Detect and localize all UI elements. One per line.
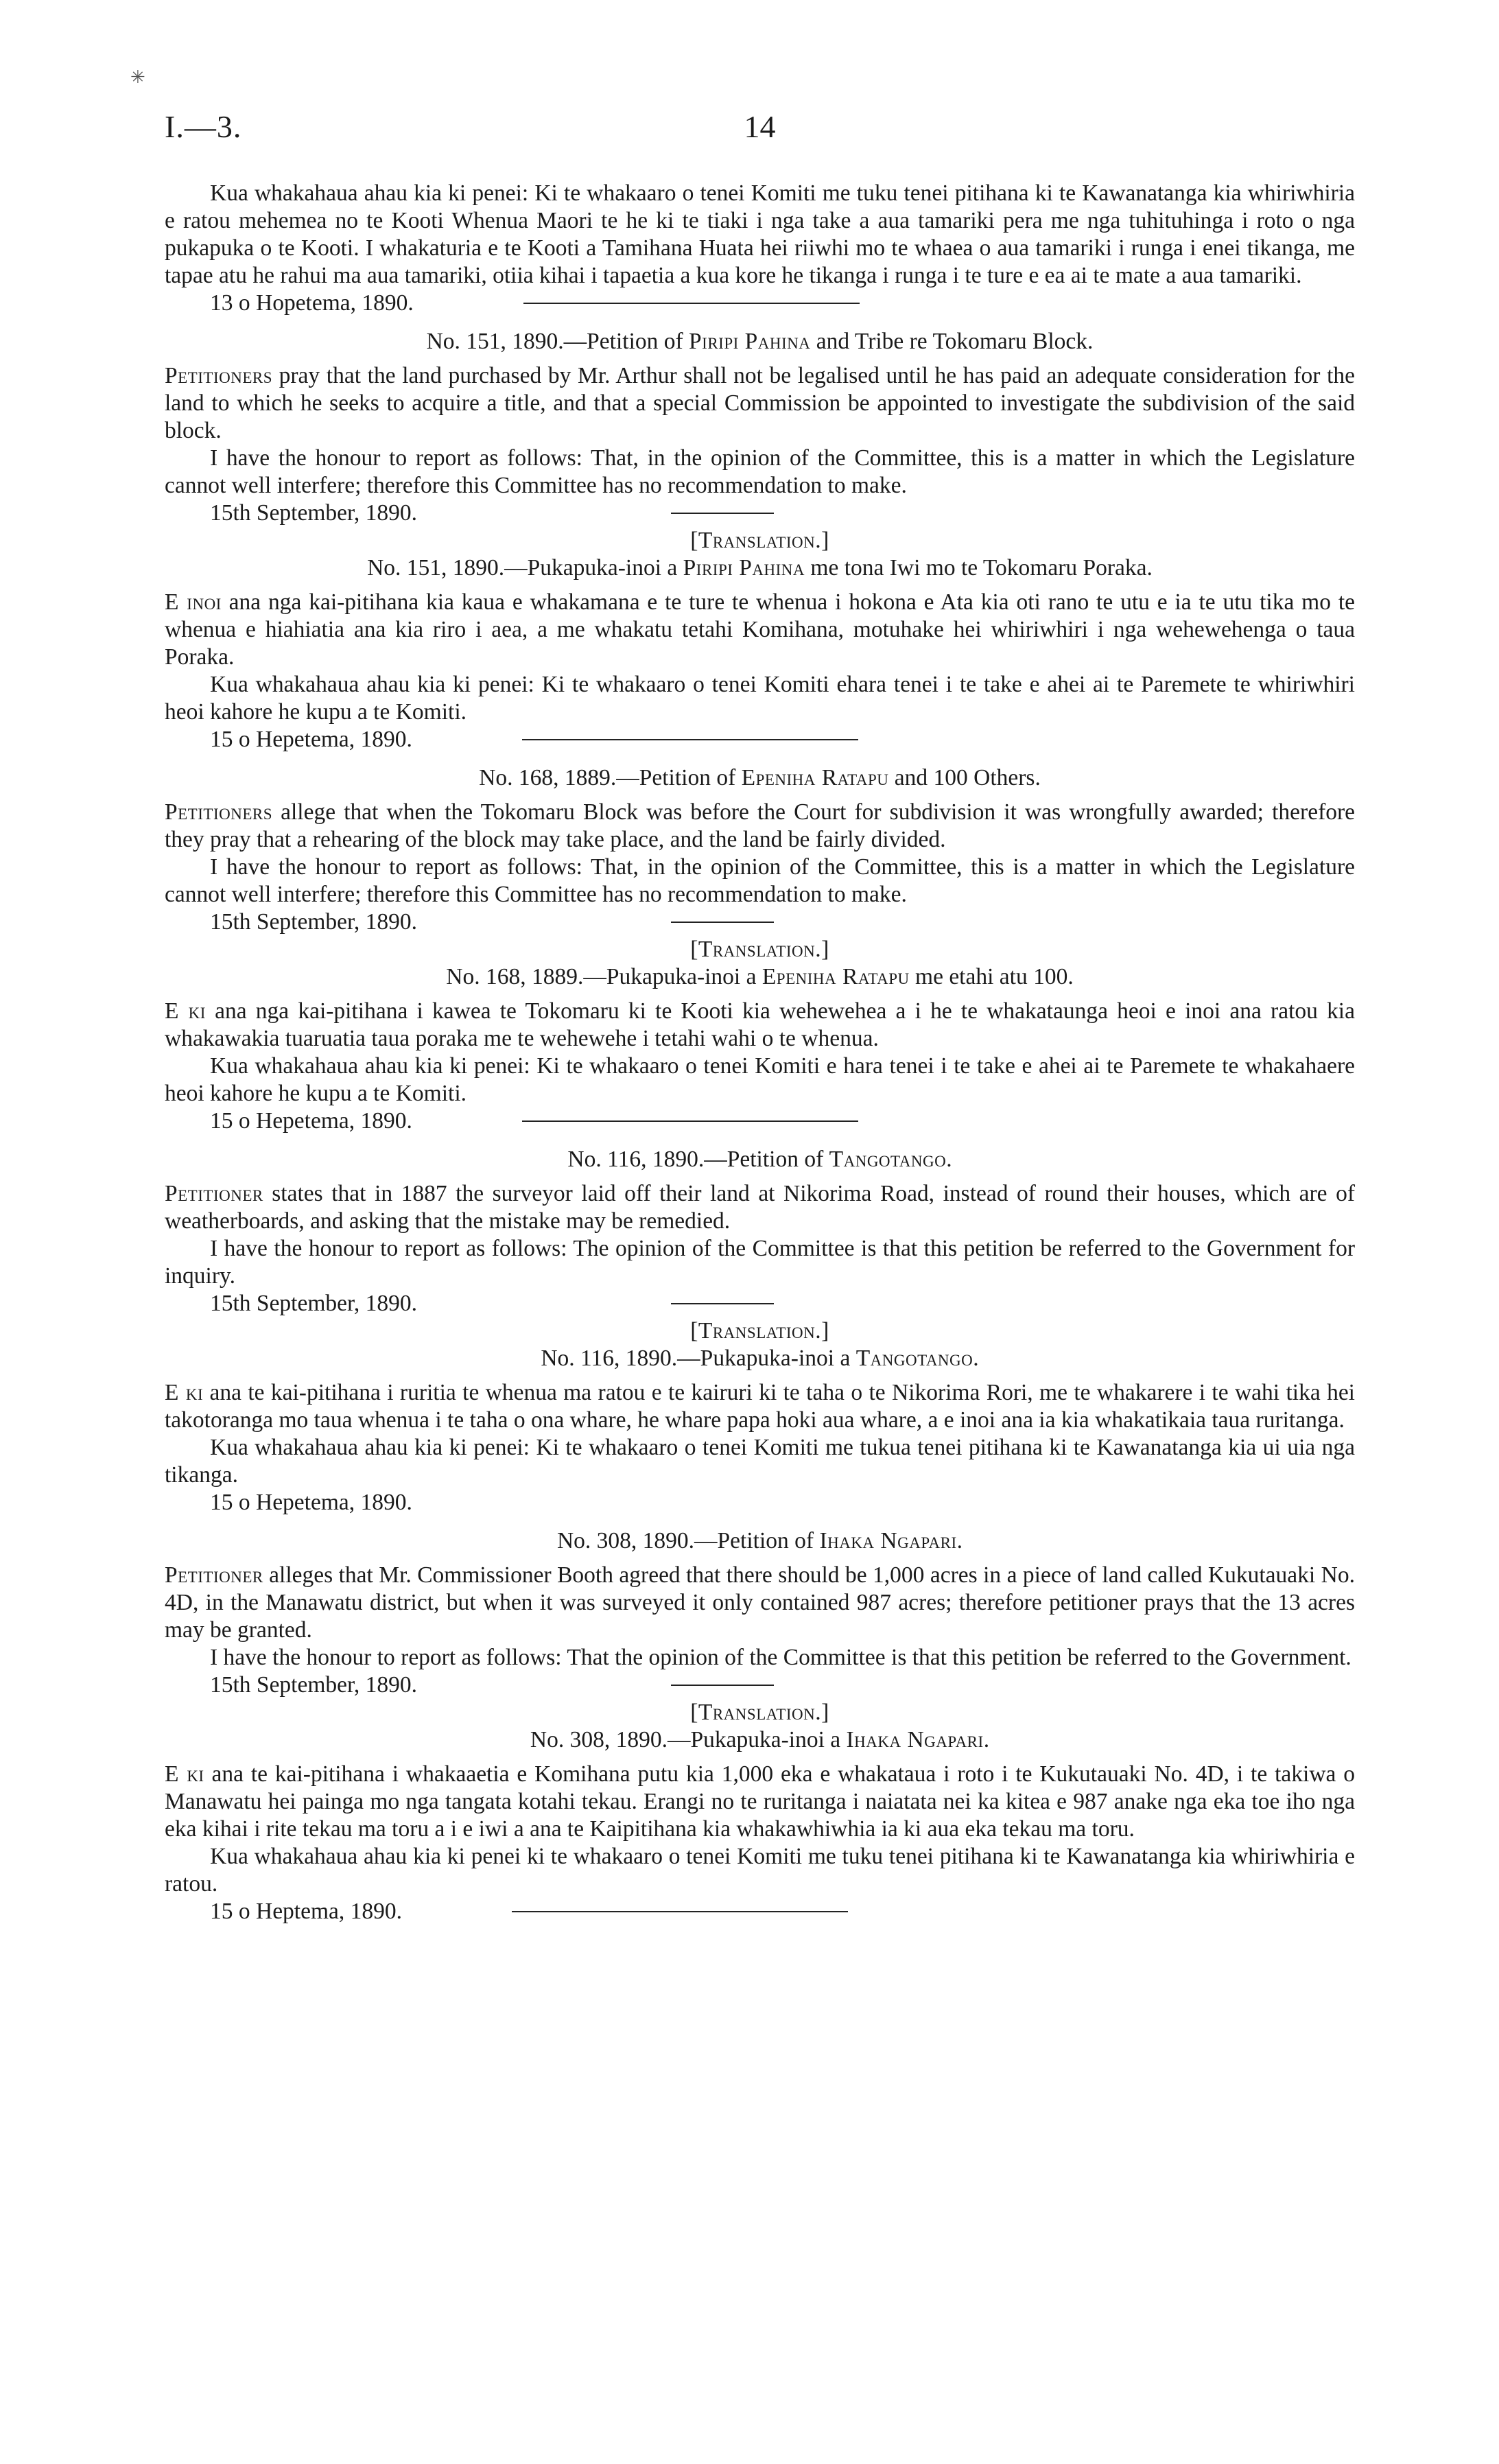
margin-mark: ✳ [130,67,145,87]
heading-text: . [956,1528,963,1553]
petition-heading [165,1146,1355,1173]
report-date: 15 o Heptema, 1890. [210,1899,403,1924]
petitioner-name: Piripi Pahina [689,329,811,354]
report-date: 15th September, 1890. [210,1672,417,1698]
summary-text: ana nga kai-pitihana kia kaua e whakamana e te ture te whenua i hokona e Ata kia oti rano te utu e ia te utu tika mo te whenua e hiahiatia ana kia riro i aea, a me whakatu tetahi Komihana, motuhake hei whiriwhiri i nga wehewehenga o taua Poraka. [165,589,1355,670]
lead-word: E inoi [165,589,222,615]
document-body [165,180,1355,1925]
page-number: 14 [744,109,776,144]
report-date: 15th September, 1890. [210,500,417,526]
translated-summary [165,1761,1355,1843]
date-line [165,1671,1355,1699]
summary-text: allege that when the Tokomaru Block was before the Court for subdivision it was wrongfully awarded; therefore they pray that a rehearing of the block may take place, and the land be fairly divided. [165,799,1355,852]
translated-report: Kua whakahaua ahau kia ki penei: Ki te whakaaro o tenei Komiti e hara tenei i te take e ahei ai te Paremete te whakahaere heoi kahore he kupu a te Komiti. [165,1053,1355,1106]
heading-text: and Tribe re Tokomaru Block. [810,329,1094,354]
petition-heading [165,328,1355,355]
translation-heading [165,1726,1355,1754]
petitioner-name: Epeniha Ratapu [741,765,889,790]
date-line [165,1898,1355,1925]
section-divider [522,739,858,740]
translated-report: Kua whakahaua ahau kia ki penei: Ki te whakaaro o tenei Komiti ehara tenei i te take e ahei ai te Paremete te whiriwhiri heoi kahore he kupu a te Komiti. [165,672,1355,725]
translated-report: Kua whakahaua ahau kia ki penei ki te whakaaro o tenei Komiti me tuku tenei pitihana ki te Kawanatanga kia whiriwhiria e ratou. [165,1844,1355,1897]
summary-text: alleges that Mr. Commissioner Booth agreed that there should be 1,000 acres in a piece of land called Kukutauaki No. 4D, in the Manawatu district, but when it was surveyed it only contained 987 acres; therefore petitioner prays that the 13 acres may be granted. [165,1562,1355,1643]
summary-text: ana te kai-pitihana i whakaaetia e Komihana putu kia 1,000 eka e whakataua i roto i te Kukutauaki No. 4D, i te takiwa o Manawatu hei painga mo nga tangata kotahi tekau. Erangi no te ruritanga i naiatata nei ka kitea e 987 anake nga eka toe iho nga eka kihai i rite tekau ma toru a i e iwi a ana te Kaipitihana kia whakawhiwhia ia ki aua eka tekau ma toru. [165,1761,1356,1842]
report-date: 15 o Hepetema, 1890. [210,1108,412,1134]
lead-word: E ki [165,1761,204,1787]
petition-summary [165,362,1355,445]
continued-report-paragraph: Kua whakahaua ahau kia ki penei: Ki te whakaaro o tenei Komiti me tuku tenei pitihana ki te Kawanatanga kia whiriwhiria e ratou mehemea no te Kooti Whenua Maori te he ki te tiaki i nga take a aua tamariki pera me nga tuhituhinga i roto o nga pukapuka o te Kooti. I whakaturia e te Kooti a Tamihana Huata hei riiwhi mo te whaea o aua tamariki i runga i enei tikanga, me tapae atu he rahui ma aua tamariki, otiia kihai i tapaetia a kua kore he tikanga i runga i te ture e ea ai te mate a aua tamariki. [165,180,1355,288]
heading-text: . [973,1346,979,1371]
short-divider [671,513,774,514]
date-line [165,1107,1355,1135]
date-line [165,500,1355,527]
petitioner-name: Ihaka Ngapari [819,1528,957,1553]
petition-heading [165,1527,1355,1555]
translation-heading [165,554,1355,582]
petition-heading [165,764,1355,792]
committee-report: I have the honour to report as follows: That the opinion of the Committee is that this petition be referred to the Government. [210,1645,1352,1670]
heading-text: No. 116, 1890.—Petition of [567,1147,829,1172]
summary-text: ana nga kai-pitihana i kawea te Tokomaru ki te Kooti kia wehewehea a i he te whakataunga heoi e inoi ana ratou kia whakawakia tuaruatia taua poraka me te wehewehe i tetahi wahi o te whenua. [165,998,1355,1051]
date-line [165,908,1355,936]
lead-word: Petitioners [165,799,272,825]
heading-text: No. 151, 1890.—Pukapuka-inoi a [367,555,683,580]
date-line [165,290,1355,317]
section-divider [522,1120,858,1122]
short-divider [671,1303,774,1304]
translation-label: [Translation.] [690,1318,829,1344]
translated-summary [165,1379,1355,1434]
lead-word: Petitioners [165,363,272,388]
committee-report: I have the honour to report as follows: That, in the opinion of the Committee, this is a matter in which the Legislature cannot well interfere; therefore this Committee has no recommendation to make. [165,445,1355,498]
heading-text: No. 116, 1890.—Pukapuka-inoi a [541,1346,856,1371]
section-divider [523,303,860,304]
heading-text: No. 151, 1890.—Petition of [426,329,689,354]
date-line [165,726,1355,753]
translated-summary [165,589,1355,671]
translation-label: [Translation.] [690,937,829,962]
heading-text: No. 308, 1890.—Petition of [556,1528,820,1553]
date-line [165,1290,1355,1317]
heading-text: No. 308, 1890.—Pukapuka-inoi a [530,1727,847,1752]
translated-summary [165,998,1355,1053]
page-header [165,108,1355,156]
translation-heading [165,1345,1355,1372]
lead-word: E ki [165,998,206,1024]
heading-text: No. 168, 1889.—Pukapuka-inoi a [446,964,762,989]
translated-report: Kua whakahaua ahau kia ki penei: Ki te whakaaro o tenei Komiti me tukua tenei pitihana ki te Kawanatanga kia ui uia nga tikanga. [165,1435,1355,1488]
report-date: 13 o Hopetema, 1890. [210,290,414,316]
heading-text: . [983,1727,990,1752]
petition-summary [165,1180,1355,1235]
lead-word: E ki [165,1380,204,1405]
translation-label: [Translation.] [690,1700,829,1725]
translation-heading [165,963,1355,991]
petitioner-name: Tangotango [855,1346,973,1371]
heading-text: No. 168, 1889.—Petition of [479,765,742,790]
translation-label: [Translation.] [690,528,829,553]
heading-text: and 100 Others. [888,765,1041,790]
report-date: 15th September, 1890. [210,1291,417,1316]
section-divider [512,1911,848,1912]
petition-summary [165,1562,1355,1644]
committee-report: I have the honour to report as follows: That, in the opinion of the Committee, this is a matter in which the Legislature cannot well interfere; therefore this Committee has no recommendation to make. [165,854,1355,907]
petitioner-name: Ihaka Ngapari [846,1727,984,1752]
document-code: I.—3. [165,109,242,144]
heading-text: me etahi atu 100. [909,964,1074,989]
report-date: 15 o Hepetema, 1890. [210,1490,412,1515]
petitioner-name: Epeniha Ratapu [762,964,910,989]
heading-text: . [946,1147,952,1172]
date-line [165,1489,1355,1516]
short-divider [671,1685,774,1686]
petitioner-name: Piripi Pahina [683,555,805,580]
short-divider [671,922,774,923]
summary-text: ana te kai-pitihana i ruritia te whenua ma ratou e te kairuri ki te taha o te Nikorima Rori, me te whakarere i te wahi tika hei takotoranga mo taua whenua i te taha o ona whare, he whare papa hoki aua whare, a e inoi ana ia kia whakatikaia taua ruritanga. [165,1380,1355,1433]
petitioner-name: Tangotango [829,1147,947,1172]
committee-report: I have the honour to report as follows: The opinion of the Committee is that this petition be referred to the Government for inquiry. [165,1236,1355,1289]
petition-summary [165,799,1355,854]
summary-text: states that in 1887 the surveyor laid off their land at Nikorima Road, instead of round their houses, which are of weatherboards, and asking that the mistake may be remedied. [165,1181,1355,1234]
lead-word: Petitioner [165,1562,263,1588]
summary-text: pray that the land purchased by Mr. Arthur shall not be legalised until he has paid an adequate consideration for the land to which he seeks to acquire a title, and that a special Commission be appointed to investigate the subdivision of the said block. [165,363,1355,443]
report-date: 15th September, 1890. [210,909,417,935]
report-date: 15 o Hepetema, 1890. [210,727,412,752]
heading-text: me tona Iwi mo te Tokomaru Poraka. [805,555,1153,580]
lead-word: Petitioner [165,1181,263,1206]
